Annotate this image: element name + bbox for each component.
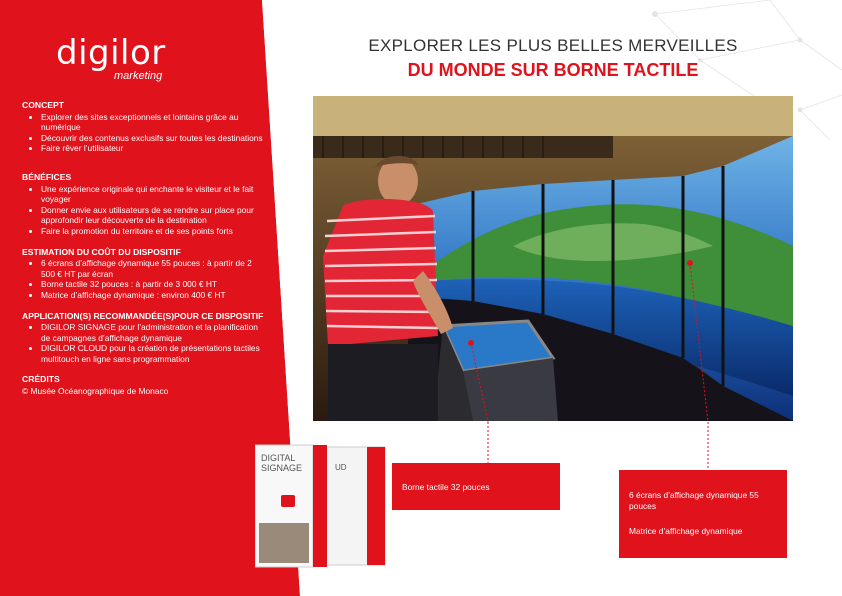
title-line-2: DU MONDE SUR BORNE TACTILE: [407, 60, 699, 80]
list-item: • Donner envie aux utilisateurs de se rendre sur place pour approfondir leur découverte de la destination: [41, 205, 264, 226]
callout-matrix-text: Matrice d’affichage dynamique: [629, 526, 743, 536]
list-item: • DIGILOR SIGNAGE pour l’administration et la planification de campagnes d’affichage dynamique: [41, 322, 264, 343]
logo-wordmark: digilor: [56, 33, 166, 73]
product-box2-title: UD: [335, 463, 347, 472]
product-boxes: [255, 443, 395, 573]
section-title: BÉNÉFICES: [22, 171, 72, 182]
section-title: CRÉDITS: [22, 374, 60, 385]
logo-tagline: marketing: [114, 70, 163, 82]
list-item: • 6 écrans d’affichage dynamique 55 pouces : à partir de 2 500 € HT par écran: [41, 258, 264, 279]
list-item: • Découvrir des contenus exclusifs sur toutes les destinations: [41, 133, 264, 144]
callout-screens: [619, 470, 787, 558]
callout-kiosk: [392, 463, 560, 510]
product-box-title: [261, 453, 302, 473]
callout-kiosk-text: Borne tactile 32 pouces: [402, 482, 490, 492]
product-box-line2: SIGNAGE: [261, 463, 303, 473]
credits-text: © Musée Océanographique de Monaco: [22, 386, 169, 397]
list-item: • DIGILOR CLOUD pour la création de présentations tactiles multitouch en ligne sans programmation: [41, 343, 264, 364]
list-item: • Faire la promotion du territoire et de ses points forts: [41, 226, 264, 237]
title-line-1: EXPLORER LES PLUS BELLES MERVEILLES: [368, 36, 738, 55]
callout-screens-text: 6 écrans d’affichage dynamique 55 pouces: [629, 490, 759, 511]
section-title: CONCEPT: [22, 100, 65, 110]
list-item: • Une expérience originale qui enchante le visiteur et le fait voyager: [41, 184, 264, 205]
product-box-line1: DIGITAL: [261, 453, 296, 463]
section-title: ESTIMATION DU COÛT DU DISPOSITIF: [22, 246, 181, 257]
list-item: • Faire rêver l’utilisateur: [41, 143, 264, 154]
section-title: APPLICATION(S) RECOMMANDÉE(S)POUR CE DISPOSITIF: [22, 310, 264, 321]
list-item: • Matrice d’affichage dynamique : environ 400 € HT: [41, 290, 264, 301]
list-item: • Borne tactile 32 pouces : à partir de 3 000 € HT: [41, 279, 264, 290]
list-item: • Explorer des sites exceptionnels et lointains grâce au numérique: [41, 112, 264, 133]
